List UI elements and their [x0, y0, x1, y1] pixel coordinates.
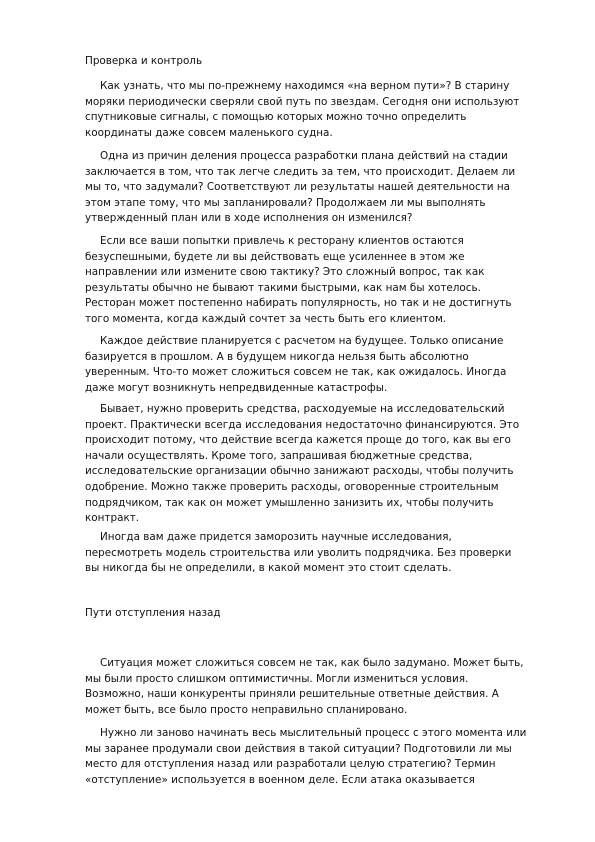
paragraph-6: [85, 530, 525, 577]
text-line: Возможно, наши конкуренты приняли решительные ответные действия. А: [85, 688, 499, 701]
text-line: место для отступления назад или разработали целую стратегию? Термин: [85, 758, 496, 771]
text-line: подрядчиком, так как он может умышленно занизить их, чтобы получить: [85, 496, 494, 509]
text-line: даже могут возникнуть непредвиденные катастрофы.: [85, 381, 388, 394]
text-line: исследовательские организации обычно занижают расходы, чтобы получить: [85, 465, 514, 478]
text-line: проект. Практически всегда исследования недостаточно финансируются. Это: [85, 418, 520, 431]
paragraph-3: [85, 234, 525, 328]
text-line: этом этапе тому, что мы запланировали? Продолжаем ли мы выполнять: [85, 196, 486, 209]
text-line: моряки периодически сверяли свой путь по звездам. Сегодня они используют: [85, 95, 520, 108]
text-line: может быть, все было просто неправильно спланировано.: [85, 703, 408, 716]
text-line: начали осуществлять. Кроме того, запрашивая бюджетные средства,: [85, 449, 473, 462]
text-line: «отступление» используется в военном деле. Если атака оказывается: [85, 773, 475, 786]
section-heading-retreat: Пути отступления назад: [85, 607, 221, 619]
paragraph-2: [85, 149, 525, 227]
text-line: Ресторан может постепенно набирать популярность, но так и не достигнуть: [85, 297, 512, 310]
text-line: Каждое действие планируется с расчетом на будущее. Только описание: [100, 335, 504, 347]
text-line: мы были просто слишком оптимистичны. Могли измениться условия.: [85, 672, 469, 685]
paragraph-1: [85, 79, 525, 141]
paragraph-7: [85, 656, 525, 718]
text-line: утвержденный план или в ходе исполнения он изменился?: [85, 212, 413, 225]
text-line: Иногда вам даже придется заморозить научные исследования,: [100, 531, 452, 543]
text-line: безуспешными, будете ли вы действовать еще усиленнее в этом же: [85, 250, 465, 263]
text-line: того момента, когда каждый сочтет за честь быть его клиентом.: [85, 312, 447, 325]
text-line: заключается в том, что так легче следить за тем, что происходит. Делаем ли: [85, 165, 516, 178]
text-line: пересмотреть модель строительства или уволить подрядчика. Без проверки: [85, 546, 512, 559]
text-line: Если все ваши попытки привлечь к ресторану клиентов остаются: [100, 235, 464, 247]
text-line: происходит потому, что действие всегда кажется проще до того, как вы его: [85, 434, 511, 447]
paragraph-4: [85, 334, 525, 396]
text-line: спутниковые сигналы, с помощью которых можно точно определить: [85, 111, 467, 124]
text-line: Одна из причин деления процесса разработки плана действий на стадии: [100, 150, 508, 162]
text-line: контракт.: [85, 512, 140, 525]
section-heading-verification: Проверка и контроль: [85, 55, 203, 67]
text-line: базируется в прошлом. А в будущем никогда нельзя быть абсолютно: [85, 350, 469, 363]
paragraph-8: [85, 726, 525, 788]
text-line: результаты обычно не бывают такими быстрыми, как нам бы хотелось.: [85, 281, 481, 294]
text-line: уверенным. Что-то может сложиться совсем не так, как ожидалось. Иногда: [85, 366, 507, 379]
text-line: мы заранее продумали свои действия в такой ситуации? Подготовили ли мы: [85, 742, 512, 755]
text-line: координаты даже совсем маленького судна.: [85, 126, 333, 139]
text-line: Ситуация может сложиться совсем не так, как было задумано. Может быть,: [100, 657, 524, 669]
text-line: Нужно ли заново начинать весь мыслительный процесс с этого момента или: [100, 727, 527, 739]
text-line: вы никогда бы не определили, в какой момент это стоит сделать.: [85, 562, 452, 575]
text-line: направлении или измените свою тактику? Это сложный вопрос, так как: [85, 266, 485, 279]
paragraph-5: [85, 402, 525, 527]
text-line: Как узнать, что мы по-прежнему находимся «на верном пути»? В старину: [100, 80, 510, 92]
text-line: Бывает, нужно проверить средства, расходуемые на исследовательский: [100, 403, 505, 415]
text-line: одобрение. Можно также проверить расходы, оговоренные строительным: [85, 480, 499, 493]
text-line: мы то, что задумали? Соответствуют ли результаты нашей деятельности на: [85, 181, 510, 194]
